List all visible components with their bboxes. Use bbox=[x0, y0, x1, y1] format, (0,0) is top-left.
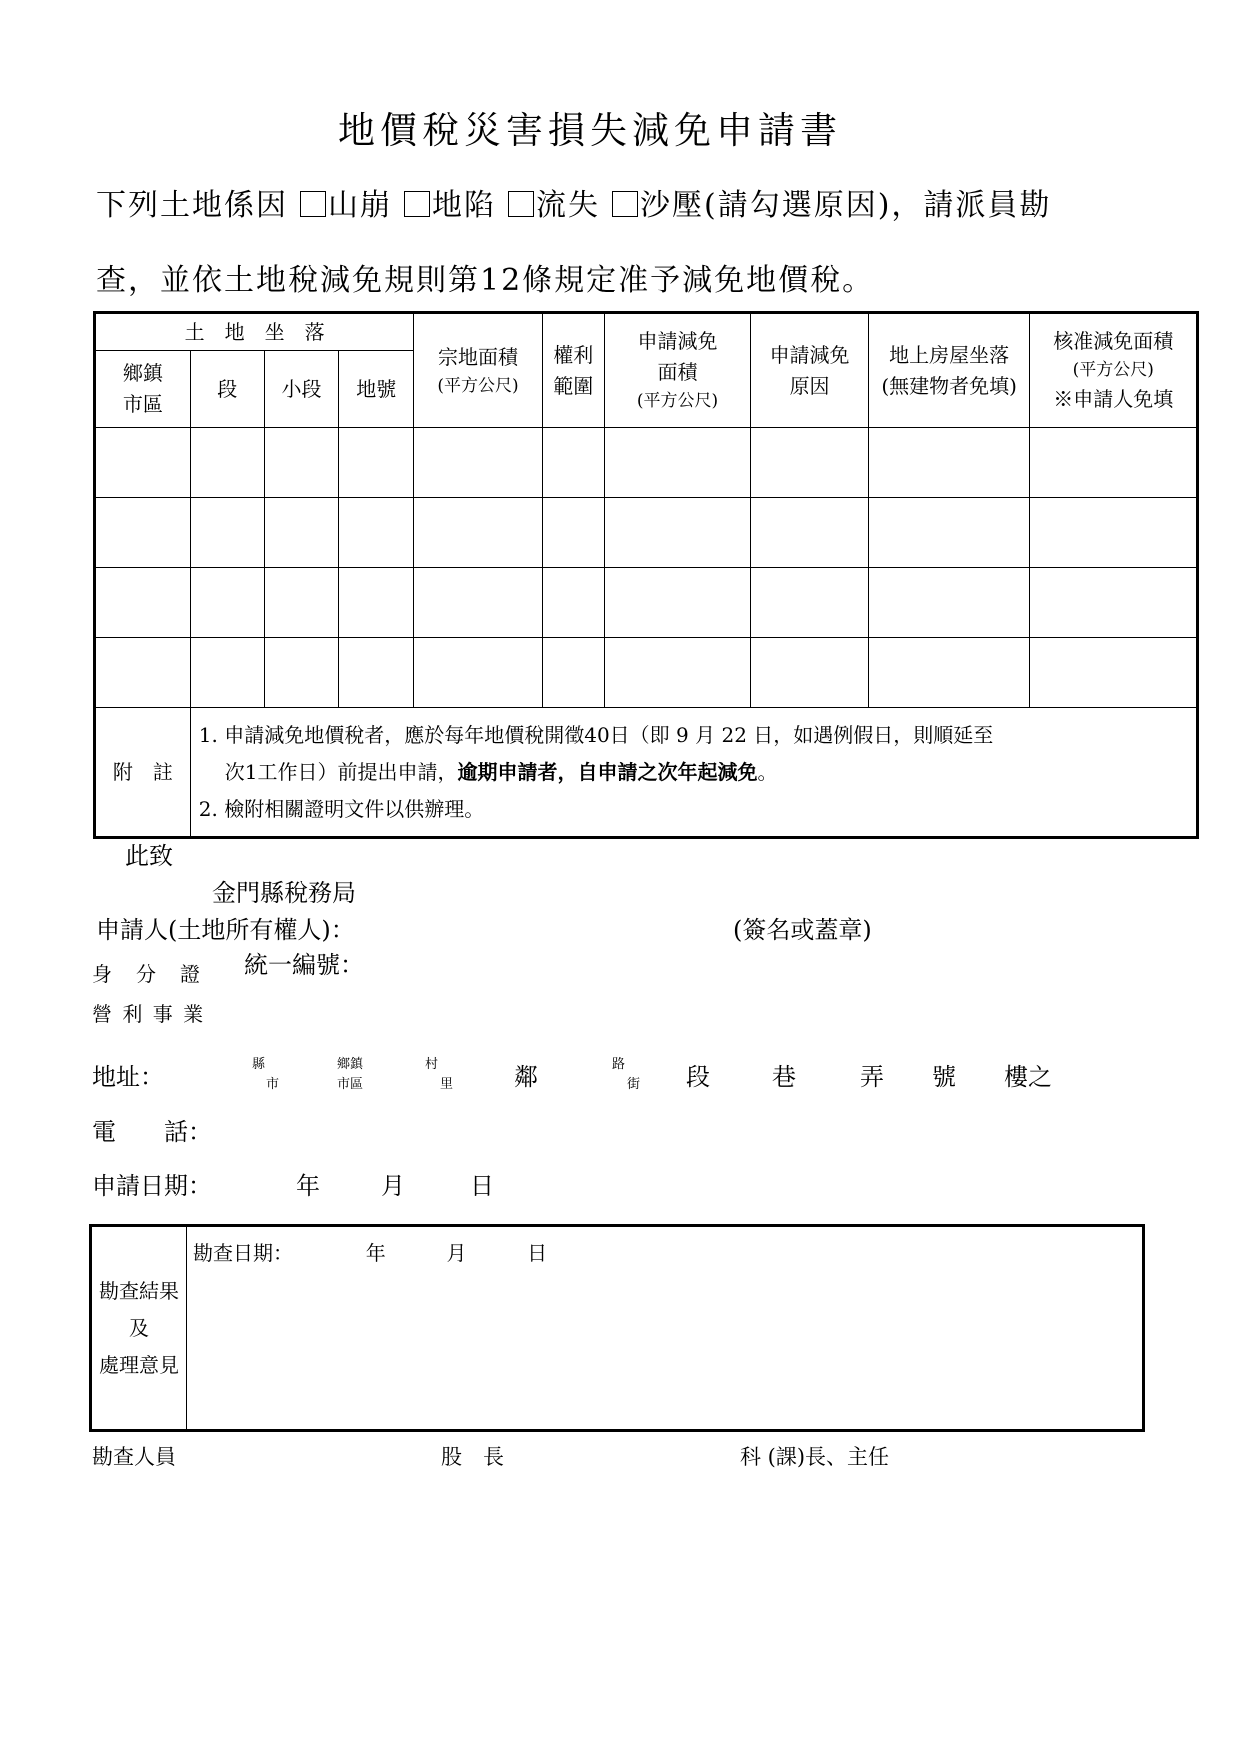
review-box bbox=[89, 1224, 1145, 1432]
table-row bbox=[95, 568, 1198, 638]
intro-prefix: 下列土地係因 bbox=[96, 188, 288, 223]
option-washout: 流失 bbox=[536, 188, 600, 223]
checkbox-washout[interactable] bbox=[508, 191, 534, 217]
note-1-bold: 逾期申請者，自申請之次年起減免 bbox=[457, 759, 758, 784]
addr-district: 市區 bbox=[337, 1077, 364, 1092]
date-year: 年 bbox=[296, 1172, 320, 1200]
header-house: 地上房屋坐落 (無建物者免填) bbox=[868, 313, 1030, 428]
checkbox-subsidence[interactable] bbox=[404, 191, 430, 217]
notes-content bbox=[190, 708, 1197, 838]
uid-label: 統一編號： bbox=[244, 951, 364, 979]
review-day: 日 bbox=[527, 1241, 548, 1265]
note-1a: 1. 申請減免地價稅者，應於每年地價稅開徵40日（即 9 月 22 日，如遇例假日，則順延至 bbox=[198, 722, 994, 747]
addr-village: 村 bbox=[425, 1057, 439, 1072]
review-year: 年 bbox=[365, 1241, 386, 1265]
header-apply-area: 申請減免 面積 (平方公尺) bbox=[604, 313, 751, 428]
land-table bbox=[93, 311, 1199, 839]
header-approved: 核准減免面積 (平方公尺) ※申請人免填 bbox=[1030, 313, 1198, 428]
review-label: 勘查結果 及 處理意見 bbox=[91, 1226, 187, 1431]
header-reason: 申請減免 原因 bbox=[751, 313, 869, 428]
addr-street: 街 bbox=[627, 1077, 641, 1092]
review-month: 月 bbox=[446, 1241, 467, 1265]
addr-road: 路 bbox=[612, 1057, 626, 1072]
addr-city: 市 bbox=[266, 1077, 280, 1092]
checkbox-sand[interactable] bbox=[612, 191, 638, 217]
table-row bbox=[95, 428, 1198, 498]
checkbox-landslide[interactable] bbox=[300, 191, 326, 217]
header-township: 鄉鎮 市區 bbox=[95, 351, 191, 428]
closing-agency: 金門縣稅務局 bbox=[212, 879, 356, 907]
addr-lane: 巷 bbox=[772, 1063, 796, 1091]
sign-label: (簽名或蓋章) bbox=[733, 916, 872, 944]
page-title: 地價稅災害損失減免申請書 bbox=[338, 109, 842, 152]
id-label-2: 營 利 事 業 bbox=[92, 1002, 206, 1026]
header-lot: 地號 bbox=[339, 351, 414, 428]
addr-county: 縣 bbox=[252, 1057, 266, 1072]
footer-inspector: 勘查人員 bbox=[92, 1445, 176, 1469]
header-area: 宗地面積 (平方公尺) bbox=[414, 313, 543, 428]
addr-number: 號 bbox=[932, 1063, 956, 1091]
intro-line-1 bbox=[96, 180, 1051, 224]
header-right: 權利 範圍 bbox=[542, 313, 604, 428]
addr-li: 里 bbox=[440, 1077, 454, 1092]
table-row bbox=[95, 638, 1198, 708]
addr-alley: 弄 bbox=[860, 1063, 884, 1091]
header-subsection: 小段 bbox=[264, 351, 339, 428]
addr-floor: 樓之 bbox=[1004, 1063, 1052, 1091]
phone-label: 電 話： bbox=[92, 1118, 212, 1146]
footer-section-head: 科 (課)長、主任 bbox=[740, 1445, 890, 1469]
date-month: 月 bbox=[381, 1172, 405, 1200]
header-section: 段 bbox=[190, 351, 264, 428]
addr-town: 鄉鎮 bbox=[337, 1057, 364, 1072]
option-sand: 沙壓 bbox=[640, 188, 704, 223]
note-2: 2. 檢附相關證明文件以供辦理。 bbox=[198, 796, 485, 821]
notes-label: 附 註 bbox=[95, 708, 191, 838]
header-location: 土 地 坐 落 bbox=[95, 313, 414, 351]
option-subsidence: 地陷 bbox=[432, 188, 496, 223]
intro-line-2: 查，並依土地稅減免規則第12條規定准予減免地價稅。 bbox=[96, 263, 875, 298]
closing-to: 此致 bbox=[125, 842, 173, 870]
option-landslide: 山崩 bbox=[328, 188, 392, 223]
addr-neighbor: 鄰 bbox=[514, 1063, 538, 1091]
address-label: 地址： bbox=[92, 1063, 164, 1091]
table-row bbox=[95, 498, 1198, 568]
id-label-1: 身 分 證 bbox=[92, 962, 202, 986]
note-1b: 次1工作日）前提出申請，逾期申請者，自申請之次年起減免。 bbox=[224, 759, 778, 784]
addr-section: 段 bbox=[686, 1063, 710, 1091]
date-label: 申請日期： bbox=[92, 1172, 212, 1200]
intro-suffix: (請勾選原因)，請派員勘 bbox=[704, 188, 1052, 223]
review-content[interactable] bbox=[187, 1226, 1144, 1431]
footer-chief: 股 長 bbox=[441, 1445, 504, 1469]
applicant-label: 申請人(土地所有權人)： bbox=[96, 916, 355, 944]
date-day: 日 bbox=[470, 1172, 494, 1200]
review-date-label: 勘查日期： bbox=[193, 1241, 293, 1265]
